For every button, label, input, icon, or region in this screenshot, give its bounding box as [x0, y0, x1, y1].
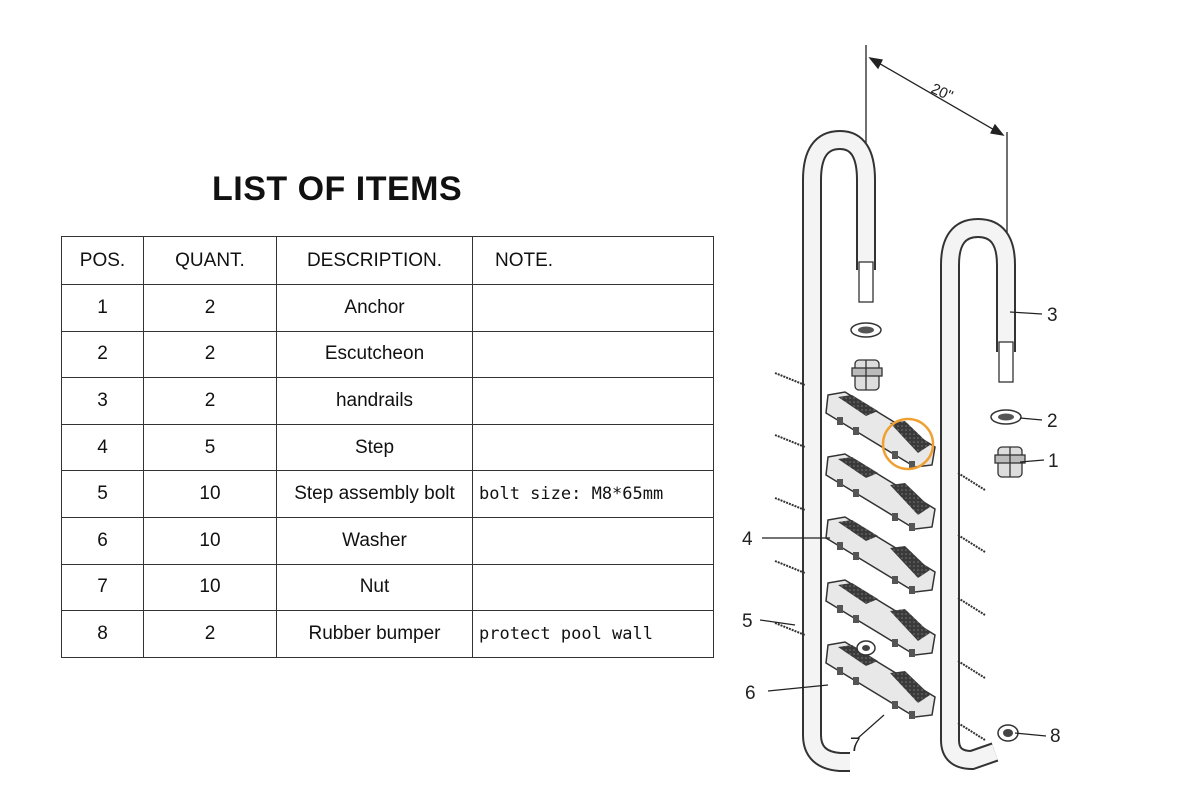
cell-description: Anchor: [277, 285, 473, 332]
cell-note: [473, 378, 714, 425]
table-row: [62, 424, 714, 471]
cell-description: Step: [277, 424, 473, 471]
list-title: LIST OF ITEMS: [212, 170, 463, 208]
right-escutcheon: [991, 410, 1021, 424]
step-bolt: [958, 661, 985, 678]
cell-description: Rubber bumper: [277, 611, 473, 658]
dimension-label: 20": [928, 80, 956, 105]
callout-1: 1: [1048, 451, 1059, 472]
cell-description: Nut: [277, 564, 473, 611]
cell-quant: 2: [144, 378, 277, 425]
table-header-row: [62, 237, 714, 285]
cell-pos: 4: [62, 424, 144, 471]
cell-pos: 8: [62, 611, 144, 658]
cell-pos: 1: [62, 285, 144, 332]
step-bolt: [775, 498, 805, 510]
cell-quant: 2: [144, 611, 277, 658]
cell-pos: 2: [62, 331, 144, 378]
cell-quant: 2: [144, 285, 277, 332]
step-bolt: [775, 373, 805, 385]
cell-note: [473, 517, 714, 564]
step-bolt: [958, 598, 985, 615]
table-body: [62, 285, 714, 658]
cell-quant: 2: [144, 331, 277, 378]
callout-7: 7: [850, 735, 861, 756]
cell-pos: 3: [62, 378, 144, 425]
cell-note: [473, 331, 714, 378]
cell-pos: 5: [62, 471, 144, 518]
cell-pos: 6: [62, 517, 144, 564]
callout-5: 5: [742, 611, 753, 632]
table-row: [62, 471, 714, 518]
left-anchor: [852, 360, 882, 390]
table-row: [62, 517, 714, 564]
cell-description: Escutcheon: [277, 331, 473, 378]
step-bolt: [958, 723, 985, 740]
callout-4: 4: [742, 529, 753, 550]
header-description: DESCRIPTION.: [277, 237, 473, 285]
table-row: [62, 564, 714, 611]
callout-3: 3: [1047, 305, 1058, 326]
cell-description: handrails: [277, 378, 473, 425]
items-table: [61, 236, 714, 658]
cell-note: [473, 424, 714, 471]
left-rail-end: [859, 262, 873, 302]
table-row: [62, 378, 714, 425]
cell-description: Step assembly bolt: [277, 471, 473, 518]
step-bolt: [775, 435, 805, 447]
header-note: NOTE.: [473, 237, 714, 285]
left-escutcheon: [851, 323, 881, 337]
cell-note: [473, 285, 714, 332]
callout-8: 8: [1050, 726, 1061, 747]
ladder-diagram: [700, 30, 1100, 790]
callout-6: 6: [745, 683, 756, 704]
right-rail-end: [999, 342, 1013, 382]
cell-pos: 7: [62, 564, 144, 611]
table-row: [62, 285, 714, 332]
cell-note: [473, 564, 714, 611]
steps-group: [826, 392, 935, 719]
step-bolt: [775, 561, 805, 573]
callout-2: 2: [1047, 411, 1058, 432]
step-bolt: [958, 535, 985, 552]
cell-note: protect pool wall: [473, 611, 714, 658]
cell-note: bolt size: M8*65mm: [473, 471, 714, 518]
cell-quant: 5: [144, 424, 277, 471]
table-row: [62, 331, 714, 378]
table-row: [62, 611, 714, 658]
header-pos: POS.: [62, 237, 144, 285]
cell-quant: 10: [144, 564, 277, 611]
step-bolt: [958, 473, 985, 490]
cell-description: Washer: [277, 517, 473, 564]
cell-quant: 10: [144, 517, 277, 564]
right-handrail: [950, 228, 1006, 760]
cell-quant: 10: [144, 471, 277, 518]
side-bumper: [857, 641, 875, 655]
header-quant: QUANT.: [144, 237, 277, 285]
